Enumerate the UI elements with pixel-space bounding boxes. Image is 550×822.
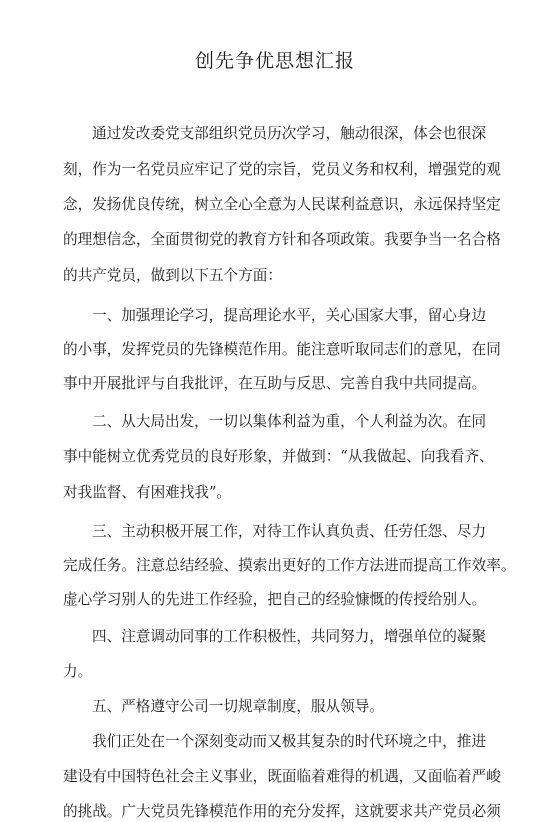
text-line: 的小事，发挥党员的先锋模范作用。能注意听取同志们的意见，在同 [63,341,501,358]
text-line: 五、严格遵守公司一切规章制度，服从领导。 [92,698,384,715]
document-title: 创先争优思想汇报 [194,50,355,72]
text-line: 对我监督、有困难找我”。 [63,484,231,501]
text-line: 的共产党员，做到以下五个方面： [63,267,282,284]
text-line: 通过发改委党支部组织党员历次学习，触动很深，体会也很深 [92,125,487,142]
text-line: 完成任务。注意总结经验、摸索出更好的工作方法进而提高工作效率。 [63,557,516,574]
text-line: 念，发扬优良传统，树立全心全意为人民谋利益意识，永远保持坚定 [63,196,501,213]
text-line: 三、主动积极开展工作，对待工作认真负责、任劳任怨、尽力 [92,523,487,540]
text-line: 的挑战。广大党员先锋模范作用的充分发挥，这就要求共产党员必须 [63,803,501,820]
text-line: 四、注意调动同事的工作积极性，共同努力，增强单位的凝聚 [92,628,487,645]
text-line: 刻，作为一名党员应牢记了党的宗旨，党员义务和权利，增强党的观 [63,161,501,178]
text-line: 建设有中国特色社会主义事业，既面临着难得的机遇，又面临着严峻 [63,768,501,785]
text-line: 的理想信念，全面贯彻党的教育方针和各项政策。我要争当一名合格 [63,231,501,248]
text-line: 一、加强理论学习，提高理论水平，关心国家大事，留心身边 [92,307,487,324]
text-line: 二、从大局出发，一切以集体利益为重，个人利益为次。在同 [92,413,487,430]
text-line: 力。 [63,663,93,680]
text-line: 事中能树立优秀党员的良好形象，并做到：“从我做起、向我看齐、 [63,448,494,465]
text-line: 虚心学习别人的先进工作经验，把自己的经验慷慨的传授给别人。 [63,591,487,608]
text-line: 事中开展批评与自我批评，在互助与反思、完善自我中共同提高。 [63,375,487,392]
text-line: 我们正处在一个深刻变动而又极其复杂的时代环境之中，推进 [92,733,487,750]
